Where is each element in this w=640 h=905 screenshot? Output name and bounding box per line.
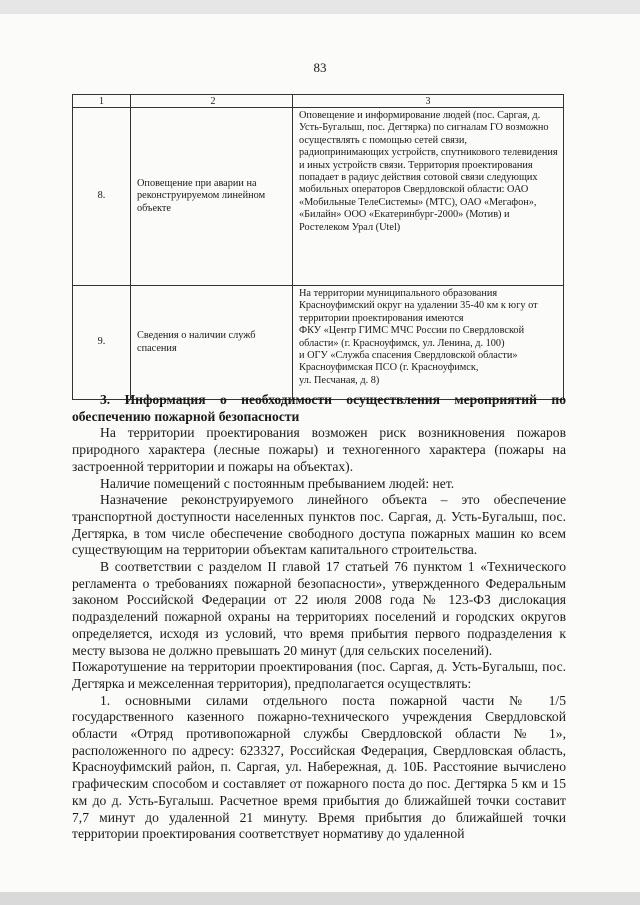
row-number: 8.: [73, 108, 131, 286]
table-row: [73, 286, 564, 400]
table-header-row: [73, 95, 564, 108]
paragraph: Наличие помещений с постоянным пребыванием людей: нет.: [100, 475, 455, 491]
table-header-cell: 2: [131, 95, 293, 108]
page-number: 83: [313, 60, 327, 75]
paragraph: Пожаротушение на территории проектирования (пос. Саргая, д. Усть-Бугалыш, пос. Дегтярка и межселенная территория), предполагается осуществлять:: [72, 659, 566, 691]
paragraph: Назначение реконструируемого линейного объекта – это обеспечение транспортной доступности населенных пунктов пос. Саргая, д. Усть-Бугалыш, пос. Дегтярка, в том числе обеспечение свободного доступа пожарных машин ко всем существующим на территории объектам капитального строительства.: [72, 492, 566, 558]
viewer-top-strip: [0, 0, 640, 14]
section-body: [72, 392, 566, 843]
paragraph: На территории проектирования возможен риск возникновения пожаров природного характера (лесные пожары) и техногенного характера (пожары на застроенной территории и пожары на объектах).: [72, 425, 566, 474]
row-description: Оповещение и информирование людей (пос. Саргая, д. Усть-Бугалыш, пос. Дегтярка) по сигналам ГО возможно осуществлять с помощью сетей связи, радиопринимающих устройств, спутникового телевидения и иных устройств связи. Территория проектирования попадает в радиус действия сотовой связи следующих мобильных операторов Свердловской области: ОАО «Мобильные ТелеСистемы» (МТС), ОАО «Мегафон», «Билайн» ООО «Екатеринбург-2000» (Мотив) и Ростелеком Урал (Utel): [293, 108, 564, 286]
document-page: [0, 14, 640, 892]
row-title: Оповещение при аварии на реконструируемом линейном объекте: [131, 108, 293, 286]
info-table: [72, 94, 564, 400]
table-row: [73, 108, 564, 286]
row-title: Сведения о наличии служб спасения: [131, 286, 293, 400]
table-header-cell: 1: [73, 95, 131, 108]
row-description: На территории муниципального образования Красноуфимский округ на удалении 35-40 км к югу от территории проектирования имеются ФКУ «Центр ГИМС МЧС России по Свердловской области» (г. Красноуфимск, ул. Ленина, д. 100) и ОГУ «Служба спасения Свердловской области» Красноуфимская ПСО (г. Красноуфимск, ул. Песчаная, д. 8): [293, 286, 564, 400]
paragraph: В соответствии с разделом II главой 17 статьей 76 пунктом 1 «Технического регламента о требованиях пожарной безопасности», утвержденного Федеральным законом Российской Федерации от 22 июля 2008 года № 123-ФЗ дислокация подразделений пожарной охраны на территориях поселений и городских округов определяется, исходя из условий, что время прибытия первого подразделения к месту вызова не должно превышать 20 минут (для сельских поселений).: [72, 559, 566, 658]
row-number: 9.: [73, 286, 131, 400]
section-heading: 3. Информация о необходимости осуществления мероприятий по обеспечению пожарной безопасности: [72, 392, 566, 424]
table-header-cell: 3: [293, 95, 564, 108]
list-item: 1. основными силами отдельного поста пожарной части № 1/5 государственного казенного пожарно-технического учреждения Свердловской области «Отряд противопожарной службы Свердловской области № 1», расположенного по адресу: 623327, Российская Федерация, Свердловская область, Красноуфимский район, п. Саргая, ул. Набережная, д. 10Б. Расстояние вычислено графическим способом и составляет от пожарного поста до пос. Дегтярка 5 км и 15 км до д. Усть-Бугалыш. Расчетное время прибытия до ближайшей точки составит 7,7 минут до удаленной 21 минуту. Время прибытия до ближайшей точки территории проектирования соответствует нормативу до удаленной: [72, 692, 566, 842]
